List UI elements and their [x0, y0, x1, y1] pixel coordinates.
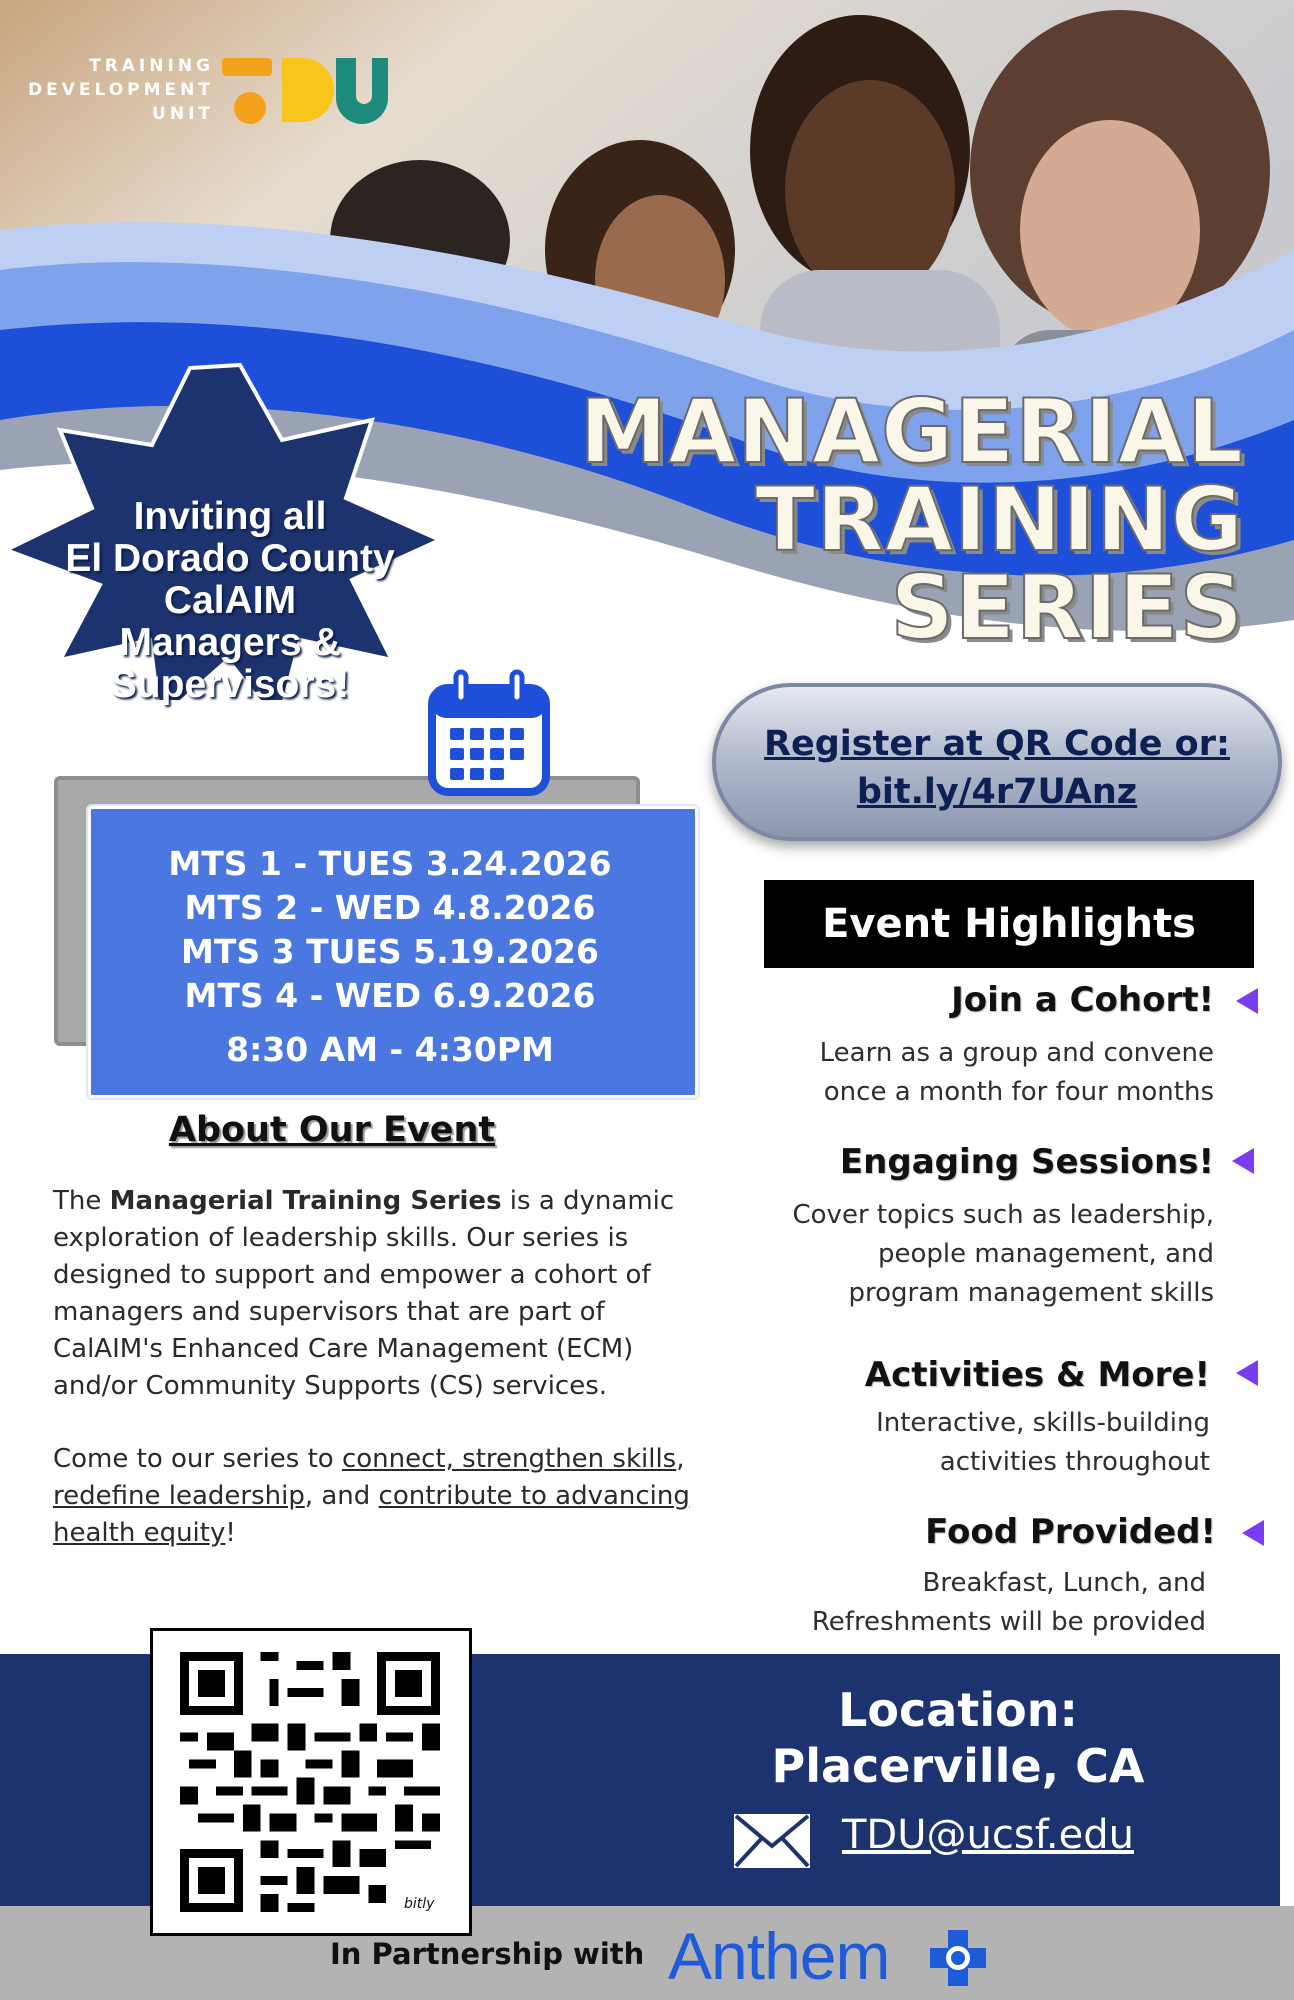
about-text: , and: [304, 1481, 379, 1511]
qr-code-icon[interactable]: [180, 1652, 440, 1912]
session-date: MTS 4 - WED 6.9.2026: [184, 976, 596, 1015]
invite-line: Supervisors!: [110, 663, 350, 706]
location-city: Placerville, CA: [771, 1739, 1145, 1793]
triangle-pointer-icon: [1242, 1520, 1264, 1546]
session-date: MTS 3 TUES 5.19.2026: [181, 932, 599, 971]
register-url[interactable]: bit.ly/4r7UAnz: [856, 772, 1138, 812]
logo-line: TRAINING: [89, 56, 214, 76]
title-line: MANAGERIAL: [579, 380, 1244, 483]
session-time: 8:30 AM - 4:30PM: [226, 1030, 554, 1069]
triangle-pointer-icon: [1232, 1148, 1254, 1174]
highlight-desc-line: Learn as a group and convene: [819, 1038, 1214, 1068]
qr-caption: bitly: [404, 1896, 435, 1912]
highlights-banner: Event Highlights: [764, 880, 1254, 968]
about-text: is a dynamic exploration of leadership skills. Our series is designed to support and empower a cohort of managers and supervisors that are part of CalAIM's Enhanced Care Management (ECM) and/or Community Supports (CS) services.: [53, 1186, 675, 1401]
location-label: Location:: [838, 1683, 1078, 1737]
about-emphasis: connect, strengthen skills: [341, 1444, 677, 1474]
session-date: MTS 2 - WED 4.8.2026: [184, 888, 596, 927]
location-block: [740, 1682, 1176, 1794]
invite-line: Inviting all: [133, 495, 327, 538]
highlight-title: Food Provided!: [925, 1512, 1216, 1552]
about-heading: About Our Event: [168, 1110, 496, 1150]
about-text: !: [225, 1518, 236, 1548]
register-link[interactable]: [712, 720, 1282, 816]
logo-line: DEVELOPMENT: [28, 80, 214, 100]
highlight-title: Activities & More!: [864, 1355, 1210, 1395]
triangle-pointer-icon: [1236, 988, 1258, 1014]
highlight-desc-line: activities throughout: [939, 1447, 1210, 1477]
tdu-logo-mark-icon: [220, 56, 390, 126]
about-text: Come to our series to: [53, 1444, 342, 1474]
highlight-desc: [793, 1196, 1215, 1313]
title-line: TRAINING: [755, 468, 1244, 571]
calendar-icon: [424, 668, 554, 798]
logo-line: UNIT: [152, 104, 214, 124]
anthem-logo-text: Anthem: [668, 1919, 890, 1993]
about-emphasis: contribute to advancing health equity: [53, 1481, 690, 1548]
highlight-desc-line: program management skills: [848, 1278, 1214, 1308]
title-line: SERIES: [890, 556, 1244, 659]
about-paragraph-2: [53, 1441, 703, 1552]
invite-text: [30, 496, 430, 706]
page-title: [579, 380, 1244, 659]
mail-icon: [732, 1812, 812, 1870]
highlight-desc-line: Breakfast, Lunch, and: [922, 1568, 1206, 1598]
highlight-desc-line: Cover topics such as leadership,: [792, 1200, 1214, 1230]
highlight-desc-line: Refreshments will be provided: [811, 1607, 1206, 1637]
about-emphasis: redefine leadership: [53, 1481, 305, 1511]
about-body: [53, 1183, 703, 1552]
blue-cross-shield-icon: [928, 1928, 988, 1988]
about-paragraph-1: [53, 1183, 703, 1405]
session-date: MTS 1 - TUES 3.24.2026: [168, 844, 612, 883]
highlight-desc: [812, 1564, 1206, 1642]
logo-wordmark: [24, 54, 214, 126]
triangle-pointer-icon: [1236, 1360, 1258, 1386]
invite-line: CalAIM: [163, 579, 297, 622]
schedule-list: [88, 842, 692, 1072]
highlight-desc-line: Interactive, skills-building: [876, 1408, 1210, 1438]
highlight-title: Engaging Sessions!: [839, 1142, 1214, 1182]
highlight-desc-line: people management, and: [877, 1239, 1214, 1269]
about-text: ,: [676, 1444, 685, 1474]
about-text: The: [53, 1186, 110, 1216]
highlight-desc: [820, 1034, 1214, 1112]
highlight-desc-line: once a month for four months: [823, 1077, 1214, 1107]
highlight-title: Join a Cohort!: [951, 980, 1214, 1020]
partner-label: In Partnership with: [330, 1937, 645, 1971]
email-link[interactable]: TDU@ucsf.edu: [842, 1812, 1134, 1858]
highlight-desc: [876, 1404, 1210, 1482]
invite-line: Managers &: [119, 621, 341, 664]
register-line-1: Register at QR Code or:: [764, 724, 1230, 764]
about-series-name: Managerial Training Series: [109, 1186, 502, 1216]
invite-line: El Dorado County: [65, 537, 395, 580]
